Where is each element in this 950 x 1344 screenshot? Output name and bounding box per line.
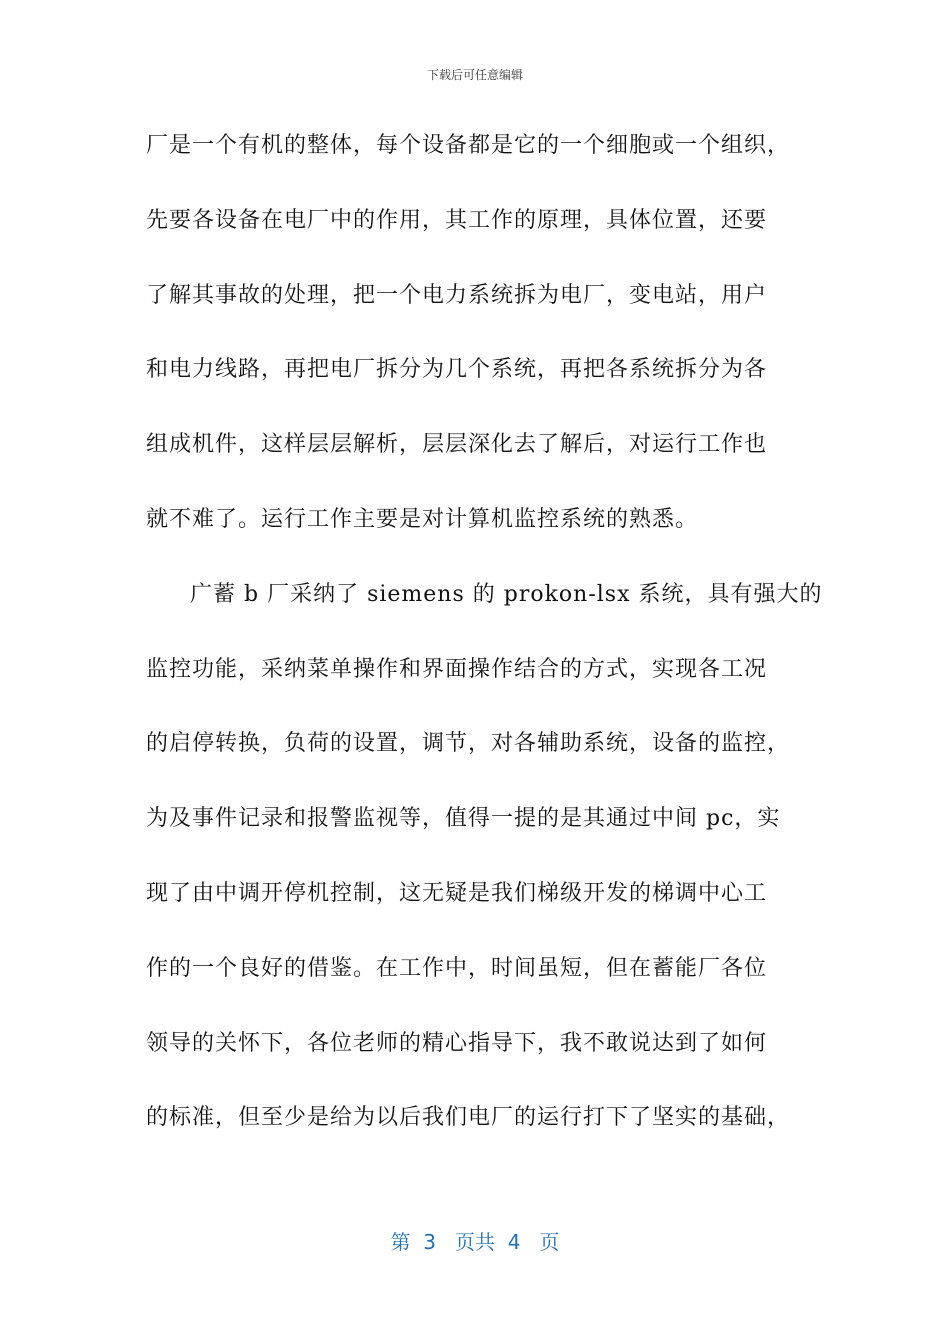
document-body (146, 121, 823, 1168)
page-header: 下载后可任意编辑 (426, 68, 523, 82)
paragraph-line: 和电力线路，再把电厂拆分为几个系统，再把各系统拆分为各 (146, 357, 768, 383)
paragraph-line: 厂是一个有机的整体，每个设备都是它的一个细胞或一个组织， (146, 133, 791, 158)
paragraph-line: 的启停转换，负荷的设置，调节，对各辅助系统，设备的监控， (146, 731, 791, 757)
paragraph-line: 监控功能，采纳菜单操作和界面操作结合的方式，实现各工况 (146, 656, 768, 682)
page-footer: 第 3 页共 4 页 (390, 1230, 560, 1254)
paragraph-line: 就不难了。运行工作主要是对计算机监控系统的熟悉。 (146, 506, 699, 532)
paragraph-line: 现了由中调开停机控制，这无疑是我们梯级开发的梯调中心工 (146, 880, 768, 906)
paragraph-line: 广蓄 b 厂采纳了 siemens 的 prokon-lsx 系统，具有强大的 (190, 581, 823, 607)
paragraph-line: 先要各设备在电厂中的作用，其工作的原理，具体位置，还要 (146, 207, 768, 233)
paragraph-line: 了解其事故的处理，把一个电力系统拆为电厂，变电站，用户 (146, 282, 768, 308)
paragraph-line: 的标准，但至少是给为以后我们电厂的运行打下了坚实的基础， (146, 1105, 791, 1131)
paragraph-line: 组成机件，这样层层解析，层层深化去了解后，对运行工作也 (146, 432, 768, 458)
paragraph-line: 领导的关怀下，各位老师的精心指导下，我不敢说达到了如何 (146, 1030, 768, 1056)
paragraph-line: 作的一个良好的借鉴。在工作中，时间虽短，但在蓄能厂各位 (146, 955, 768, 981)
paragraph-line: 为及事件记录和报警监视等，值得一提的是其通过中间 pc，实 (146, 806, 781, 832)
